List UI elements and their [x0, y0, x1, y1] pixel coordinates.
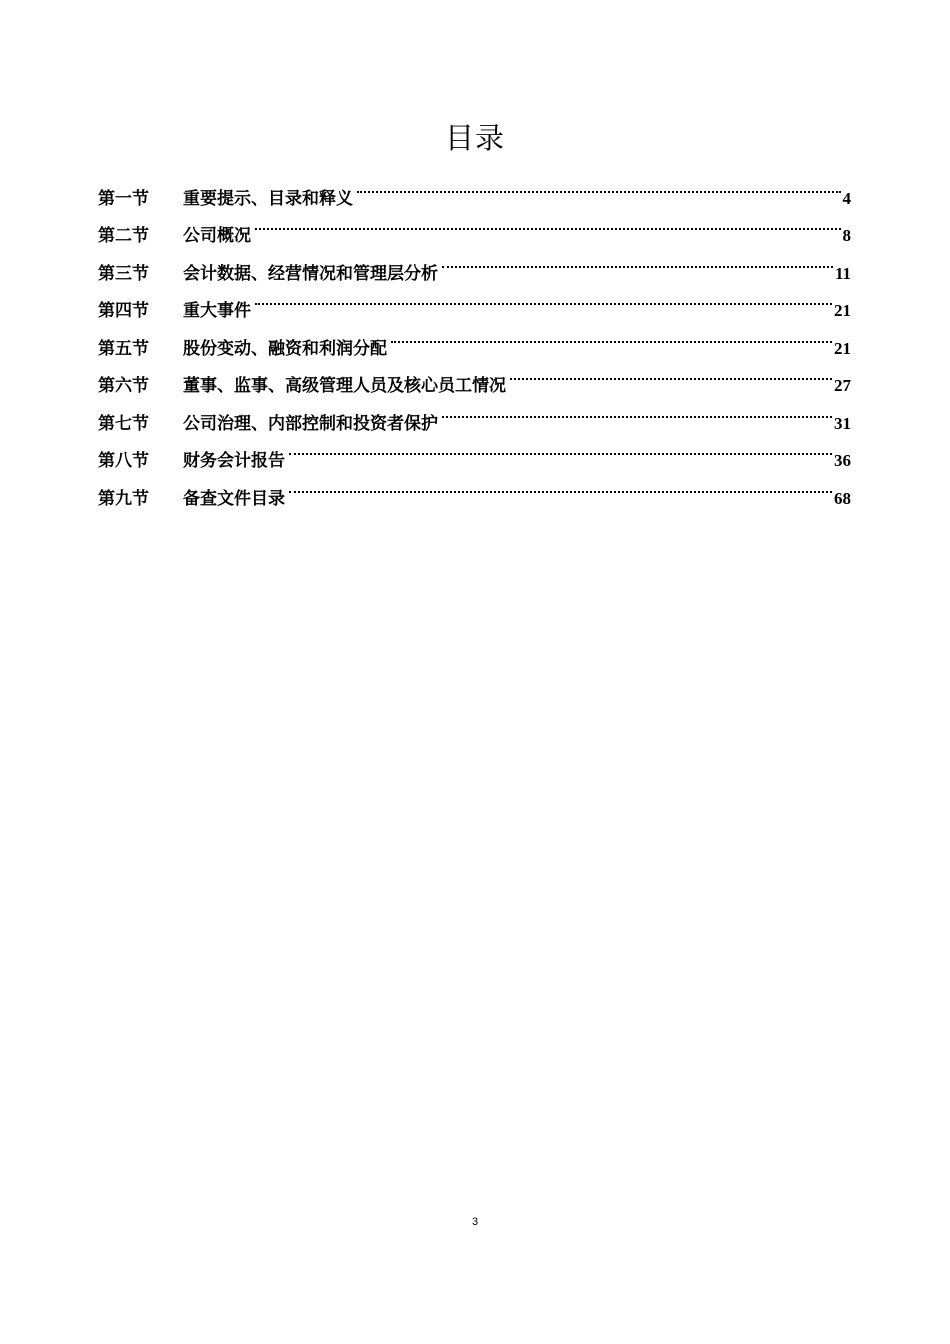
toc-title: 目录: [444, 121, 505, 155]
toc-section-label: 第九节: [98, 488, 149, 509]
toc-page-number: 8: [842, 226, 851, 245]
toc-entry-title: 财务会计报告: [183, 451, 285, 471]
toc-list: [98, 166, 851, 509]
toc-section-label: 第五节: [98, 338, 149, 359]
toc-page-number: 68: [834, 488, 851, 508]
toc-entry-title: 备查文件目录: [183, 488, 285, 509]
toc-leader-dots: [255, 279, 834, 317]
toc-page-number: 4: [842, 188, 851, 208]
toc-entry-title: 重要提示、目录和释义: [183, 188, 353, 209]
toc-leader-dots: [442, 391, 834, 429]
toc-page-number: 27: [834, 376, 851, 395]
toc-entry-title: 股份变动、融资和利润分配: [183, 338, 387, 359]
toc-section-label: 第三节: [98, 263, 149, 284]
toc-leader-dots: [391, 316, 834, 354]
toc-section-label: 第六节: [98, 376, 149, 396]
page-footer-number: 3: [471, 1216, 479, 1228]
toc-leader-dots: [510, 354, 834, 392]
toc-leader-dots: [289, 466, 834, 504]
toc-entry-title: 董事、监事、高级管理人员及核心员工情况: [183, 376, 506, 396]
toc-entry-title: 重大事件: [183, 301, 251, 321]
toc-page-number: 36: [834, 451, 851, 470]
toc-section-label: 第四节: [98, 301, 149, 321]
toc-page-number: 21: [834, 301, 851, 320]
toc-leader-dots: [442, 241, 835, 279]
toc-entry-title: 会计数据、经营情况和管理层分析: [183, 263, 438, 284]
toc-section-label: 第七节: [98, 413, 149, 434]
toc-section-label: 第二节: [98, 226, 149, 246]
toc-leader-dots: [255, 204, 843, 242]
toc-row[interactable]: [98, 166, 851, 209]
toc-page-number: 21: [834, 338, 851, 358]
toc-entry-title: 公司治理、内部控制和投资者保护: [183, 413, 438, 434]
toc-entry-title: 公司概况: [183, 226, 251, 246]
toc-section-label: 第一节: [98, 188, 149, 209]
toc-leader-dots: [357, 166, 843, 204]
toc-page-number: 31: [834, 413, 851, 433]
toc-page-number: 11: [834, 263, 851, 283]
toc-section-label: 第八节: [98, 451, 149, 471]
toc-leader-dots: [289, 429, 834, 467]
